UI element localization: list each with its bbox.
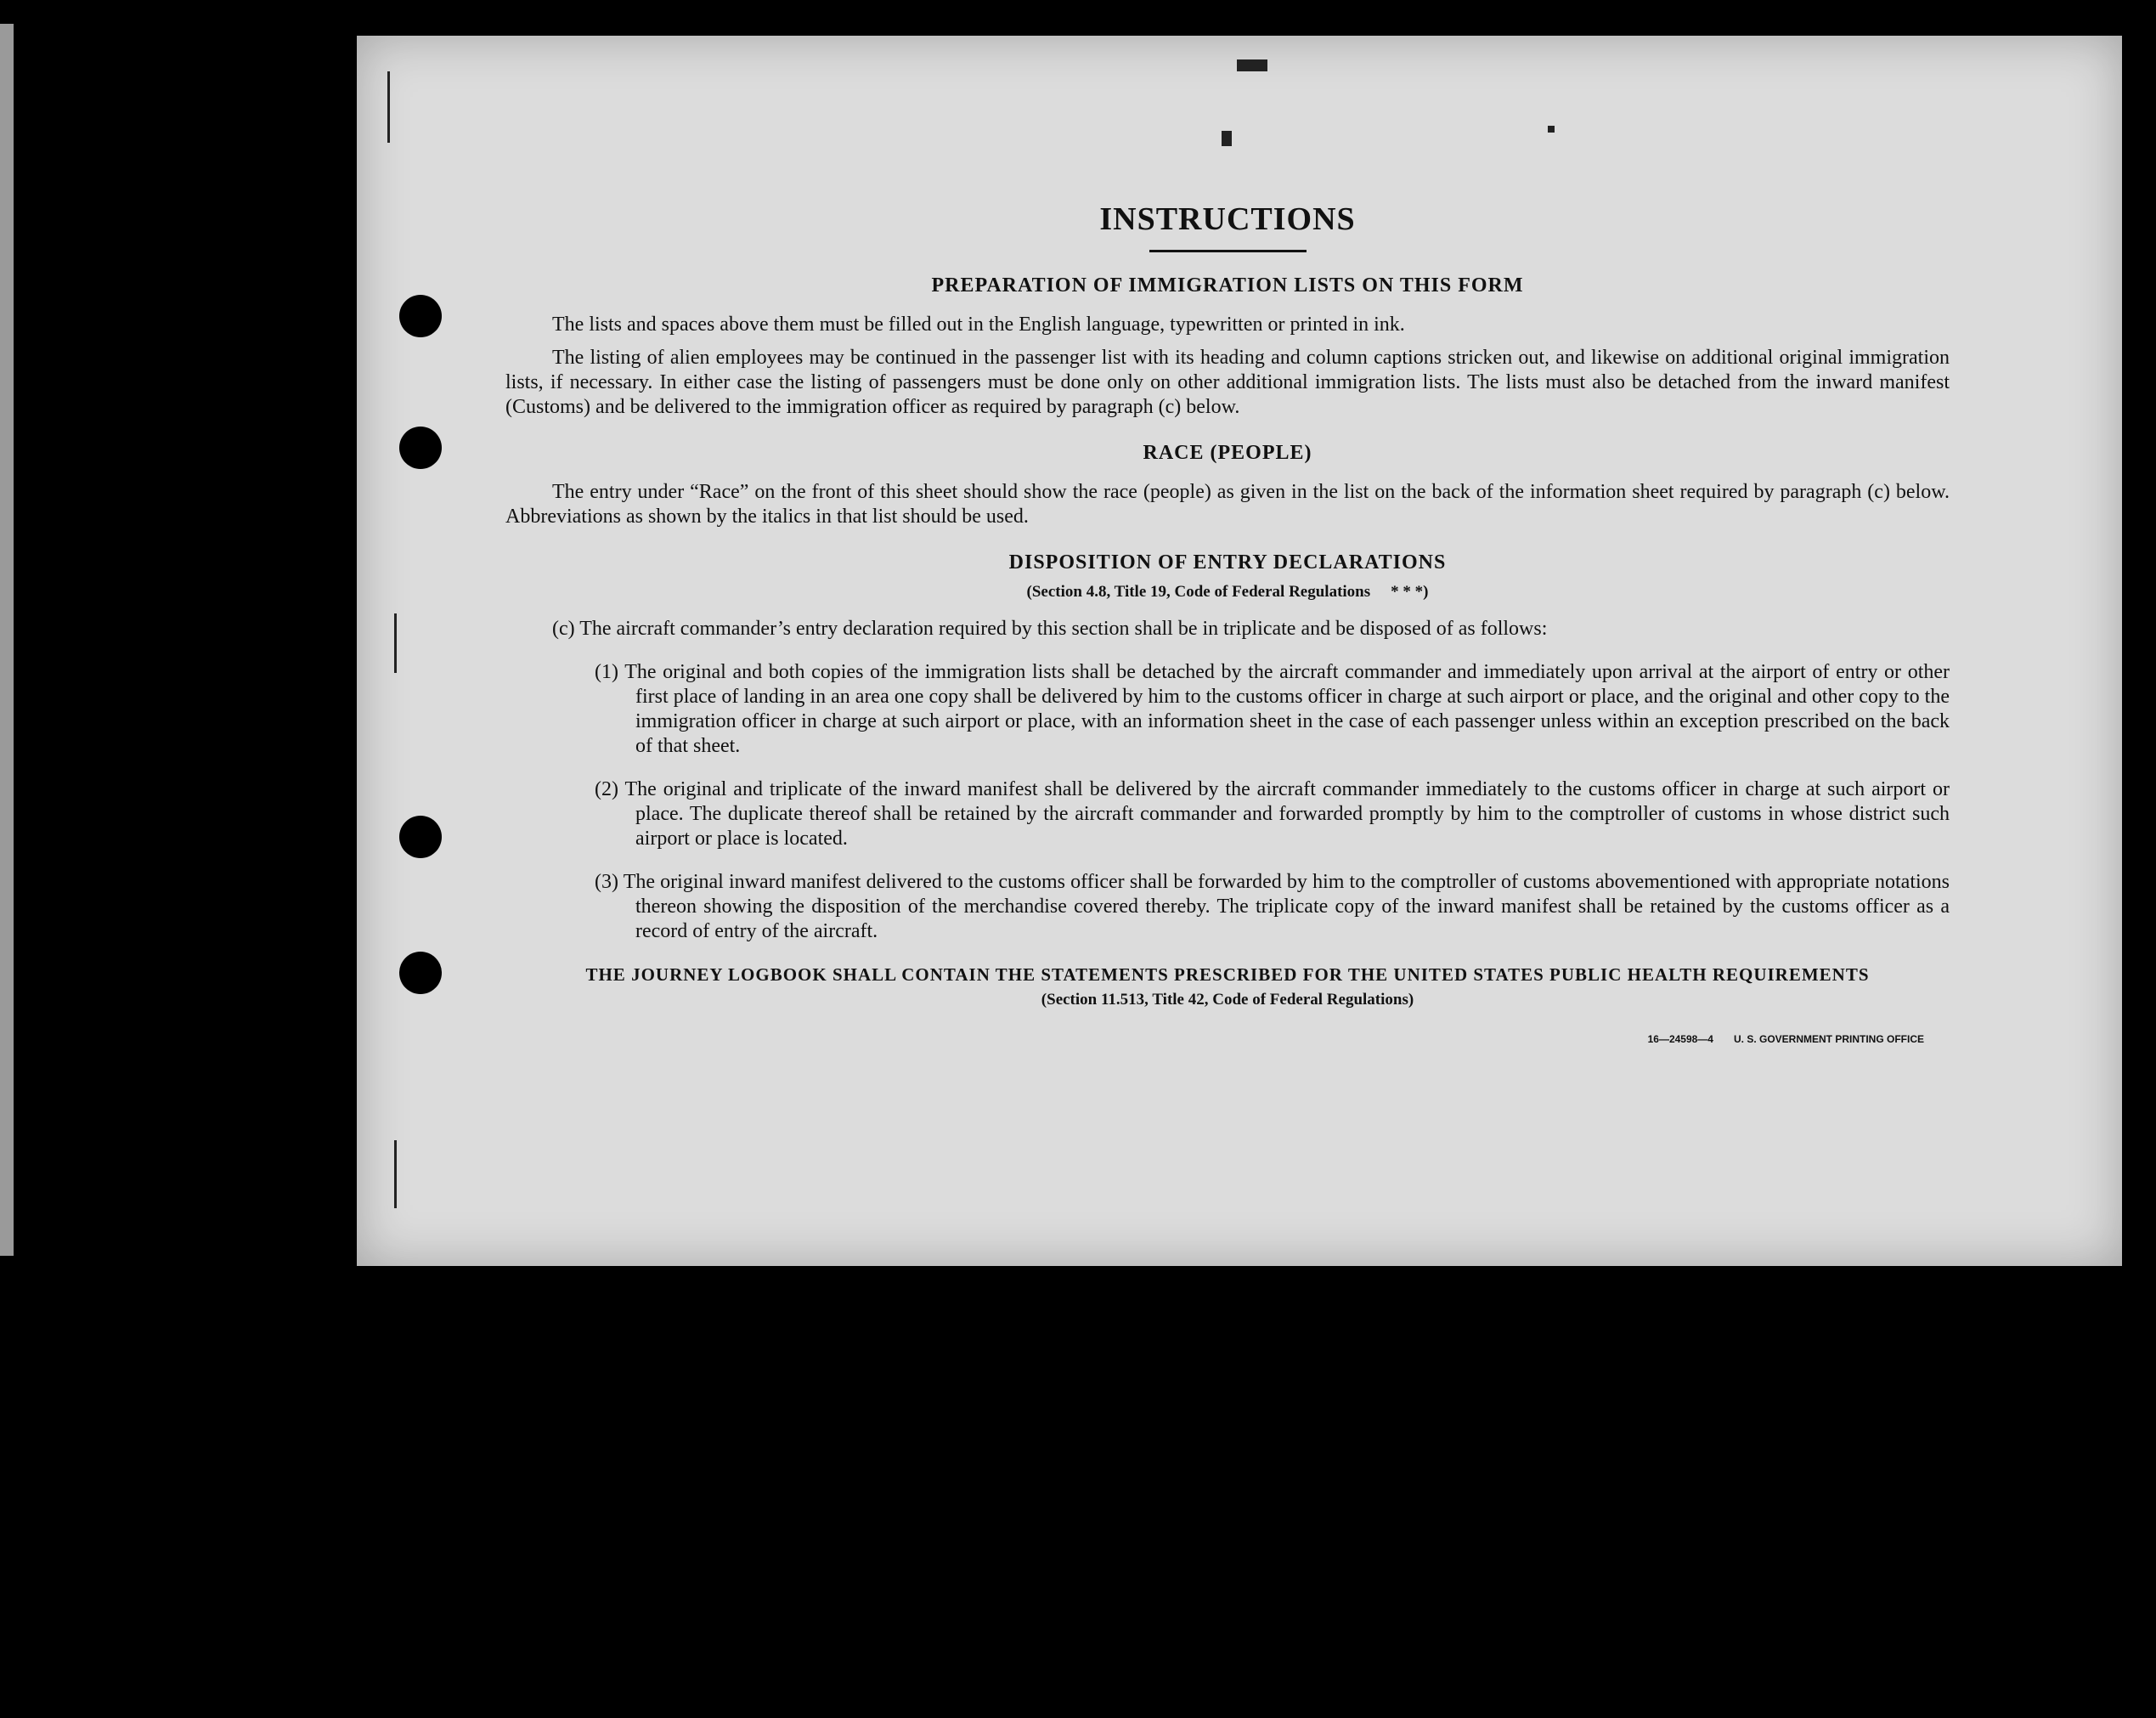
ink-mark — [394, 613, 397, 673]
form-number: 16—24598—4 — [1647, 1033, 1713, 1045]
closing-statement: THE JOURNEY LOGBOOK SHALL CONTAIN THE STATEMENTS PRESCRIBED FOR THE UNITED STATES PUBLIC HEALTH REQUIREMENTS — [585, 964, 1870, 985]
citation-stars: * * *) — [1391, 583, 1429, 601]
paragraph: The entry under “Race” on the front of this sheet should show the race (people) as given in the list on the back of the information sheet required by paragraph (c) below. Abbreviations as shown by the italics in that list should be used. — [505, 481, 1950, 528]
ink-mark — [394, 1140, 397, 1208]
title-underline — [1149, 250, 1307, 252]
ink-mark — [387, 71, 390, 143]
left-film-edge — [0, 24, 14, 1256]
printer-imprint — [505, 1033, 1950, 1045]
punch-hole — [399, 427, 442, 469]
punch-hole — [399, 952, 442, 994]
citation-text: (Section 4.8, Title 19, Code of Federal Regulations — [1026, 583, 1371, 601]
list-item: (1) The original and both copies of the immigration lists shall be detached by the aircraft commander and immediately upon arrival at the airport of entry or other first place of landing in an area one copy shall be delivered by him to the customs officer in charge at such airport or place, and the original and other copy to the immigration officer in charge at such airport or place, with an information sheet in the case of each passenger unless within an exception prescribed on the back of that sheet. — [595, 661, 1950, 757]
document-page — [357, 36, 2122, 1266]
paragraph: The lists and spaces above them must be filled out in the English language, typewritten or printed in ink. — [552, 314, 1405, 336]
punch-hole — [399, 816, 442, 858]
page-title: INSTRUCTIONS — [1099, 201, 1356, 237]
printer-name: U. S. GOVERNMENT PRINTING OFFICE — [1733, 1033, 1924, 1045]
list-item: (3) The original inward manifest delivered to the customs officer shall be forwarded by him to the comptroller of customs abovementioned with appropriate notations thereon showing the disposition of the merchandise covered thereby. The triplicate copy of the inward manifest shall be retained by the customs officer as a record of entry of the aircraft. — [595, 871, 1950, 942]
section-heading-race: RACE (PEOPLE) — [1143, 442, 1312, 464]
closing-citation: (Section 11.513, Title 42, Code of Federal Regulations) — [1041, 991, 1414, 1009]
ink-mark — [1548, 126, 1555, 133]
punch-hole — [399, 295, 442, 337]
ink-mark — [1222, 131, 1232, 146]
paragraph: The listing of alien employees may be continued in the passenger list with its heading and column captions stricken out, and likewise on additional original immigration lists, if necessary. In either case the listing of passengers must be done only on other additional immigration lists. The lists must also be detached from the inward manifest (Customs) and be delivered to the immigration officer as required by paragraph (c) below. — [505, 347, 1950, 418]
section-heading-disposition: DISPOSITION OF ENTRY DECLARATIONS — [1008, 551, 1447, 574]
section-citation — [505, 583, 1950, 602]
ink-mark — [1237, 59, 1267, 71]
list-item: (2) The original and triplicate of the inward manifest shall be delivered by the aircraft commander immediately to the customs officer in charge at such airport or place. The duplicate thereof shall be retained by the aircraft commander and forwarded promptly by him to the comptroller of customs in whose district such airport or place is located. — [595, 778, 1950, 850]
paragraph-intro: (c) The aircraft commander’s entry declaration required by this section shall be in triplicate and be disposed of as follows: — [552, 618, 1548, 640]
instructions-body — [505, 201, 1950, 1045]
section-heading-preparation: PREPARATION OF IMMIGRATION LISTS ON THIS FORM — [931, 274, 1524, 297]
